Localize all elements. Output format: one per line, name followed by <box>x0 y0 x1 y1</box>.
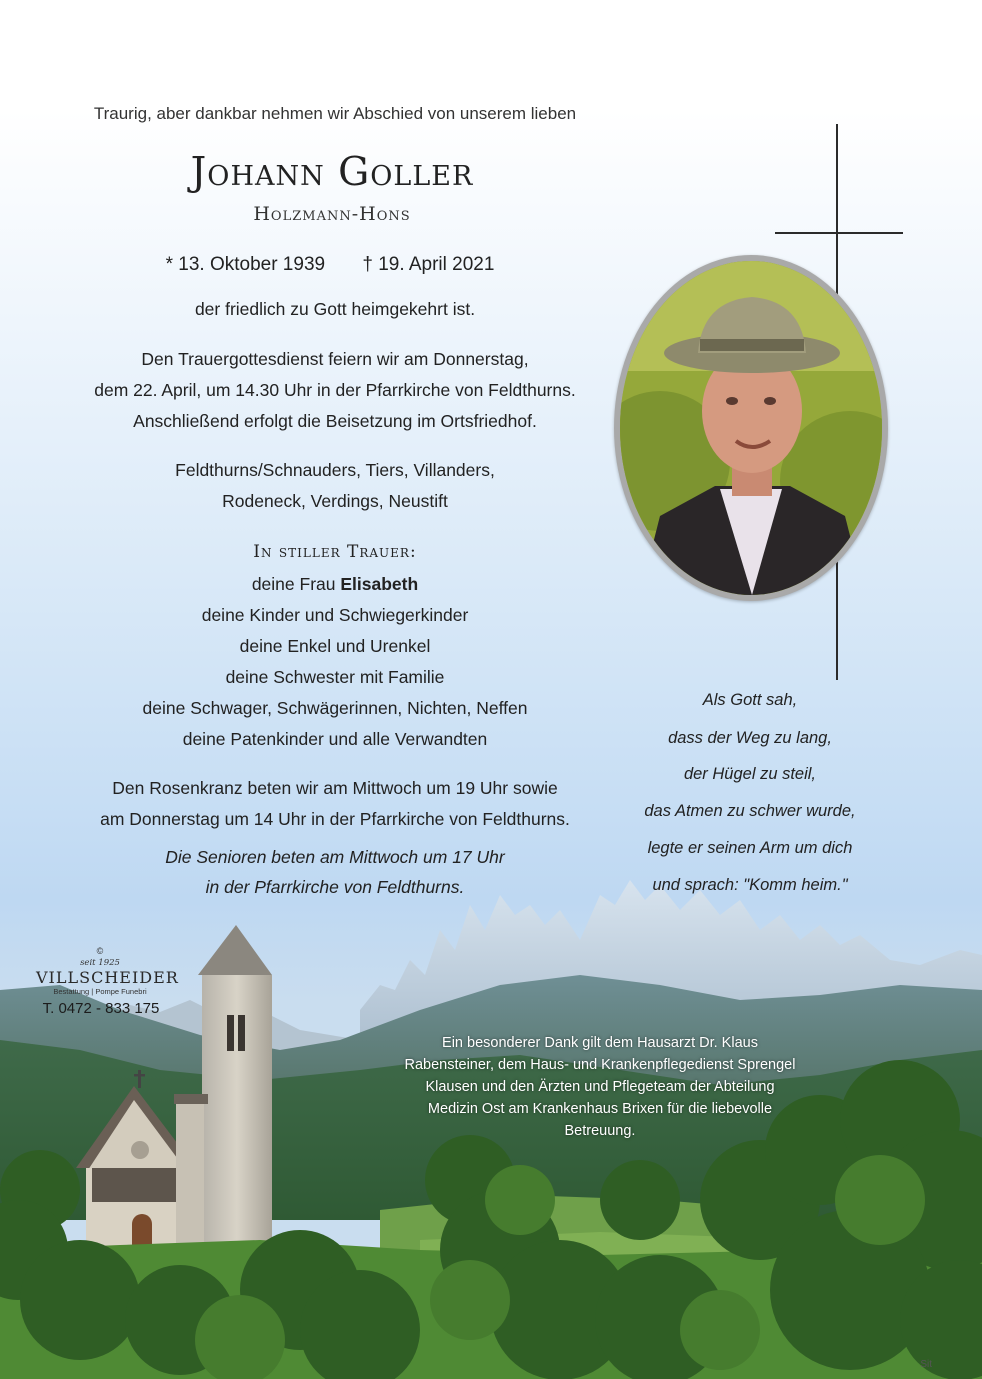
portrait-frame <box>614 255 888 601</box>
life-dates <box>60 254 600 276</box>
seniors-line-2: in der Pfarrkirche von Feldthurns. <box>205 877 465 897</box>
death-date: † 19. April 2021 <box>362 254 495 275</box>
mourners-line-1: deine Kinder und Schwiegerkinder <box>201 605 469 625</box>
thanks-line-3: Klausen und den Ärzten und Pflegeteam der Abteilung <box>425 1079 775 1095</box>
mourners-line-3: deine Schwester mit Familie <box>225 667 445 687</box>
deceased-name: Johann Goller <box>190 150 474 195</box>
signature: Sit <box>920 1359 932 1370</box>
mourners-line-5: deine Patenkinder und alle Verwandten <box>182 729 488 749</box>
funeral-home-name: VILLSCHEIDER <box>36 968 179 987</box>
poem-line-3: der Hügel zu steil, <box>683 765 817 783</box>
funeral-home-phone: T. 0472 - 833 175 <box>42 1000 160 1017</box>
mourners-line-2: deine Enkel und Urenkel <box>239 636 431 656</box>
funeral-line-3: Anschließend erfolgt die Beisetzung im Ortsfriedhof. <box>133 411 537 431</box>
cross-horizontal <box>775 232 903 234</box>
portrait-photo <box>620 261 882 595</box>
places-line-2: Rodeneck, Verdings, Neustift <box>222 491 448 511</box>
wife-name: Elisabeth <box>340 574 419 594</box>
rosary-line-1: Den Rosenkranz beten wir am Mittwoch um 19 Uhr sowie <box>112 778 558 798</box>
poem-line-2: dass der Weg zu lang, <box>668 729 832 747</box>
thanks-line-2: Rabensteiner, dem Haus- und Krankenpflegedienst Sprengel <box>404 1057 796 1073</box>
poem-line-4: das Atmen zu schwer wurde, <box>644 802 856 820</box>
thanks-line-5: Betreuung. <box>564 1123 636 1139</box>
mourners-heading: In stiller Trauer: <box>253 542 417 562</box>
passing-line: der friedlich zu Gott heimgekehrt ist. <box>194 299 476 319</box>
intro-line: Traurig, aber dankbar nehmen wir Abschied von unserem lieben <box>93 104 577 123</box>
poem-line-5: legte er seinen Arm um dich <box>647 839 853 857</box>
funeral-home-copyright: © <box>96 946 104 956</box>
funeral-home-subtitle: Bestattung | Pompe Funebri <box>53 987 147 996</box>
funeral-line-1: Den Trauergottesdienst feiern wir am Donnerstag, <box>141 349 529 369</box>
thanks-line-4: Medizin Ost am Krankenhaus Brixen für die liebevolle <box>427 1101 773 1117</box>
deceased-nickname: Holzmann-Hons <box>253 203 411 225</box>
mourners-line-4: deine Schwager, Schwägerinnen, Nichten, Neffen <box>142 698 528 718</box>
poem-line-1: Als Gott sah, <box>702 691 798 709</box>
mourners-wife <box>40 574 630 595</box>
thanks-line-1: Ein besonderer Dank gilt dem Hausarzt Dr. Klaus <box>442 1035 758 1051</box>
seniors-line-1: Die Senioren beten am Mittwoch um 17 Uhr <box>165 847 505 867</box>
places-line-1: Feldthurns/Schnauders, Tiers, Villanders, <box>175 460 495 480</box>
funeral-line-2: dem 22. April, um 14.30 Uhr in der Pfarrkirche von Feldthurns. <box>94 380 576 400</box>
funeral-home-since: seit 1925 <box>80 958 120 968</box>
birth-date: * 13. Oktober 1939 <box>165 254 326 275</box>
wife-prefix: deine Frau <box>251 574 341 594</box>
poem-line-6: und sprach: "Komm heim." <box>652 876 848 894</box>
rosary-line-2: am Donnerstag um 14 Uhr in der Pfarrkirche von Feldthurns. <box>100 809 570 829</box>
